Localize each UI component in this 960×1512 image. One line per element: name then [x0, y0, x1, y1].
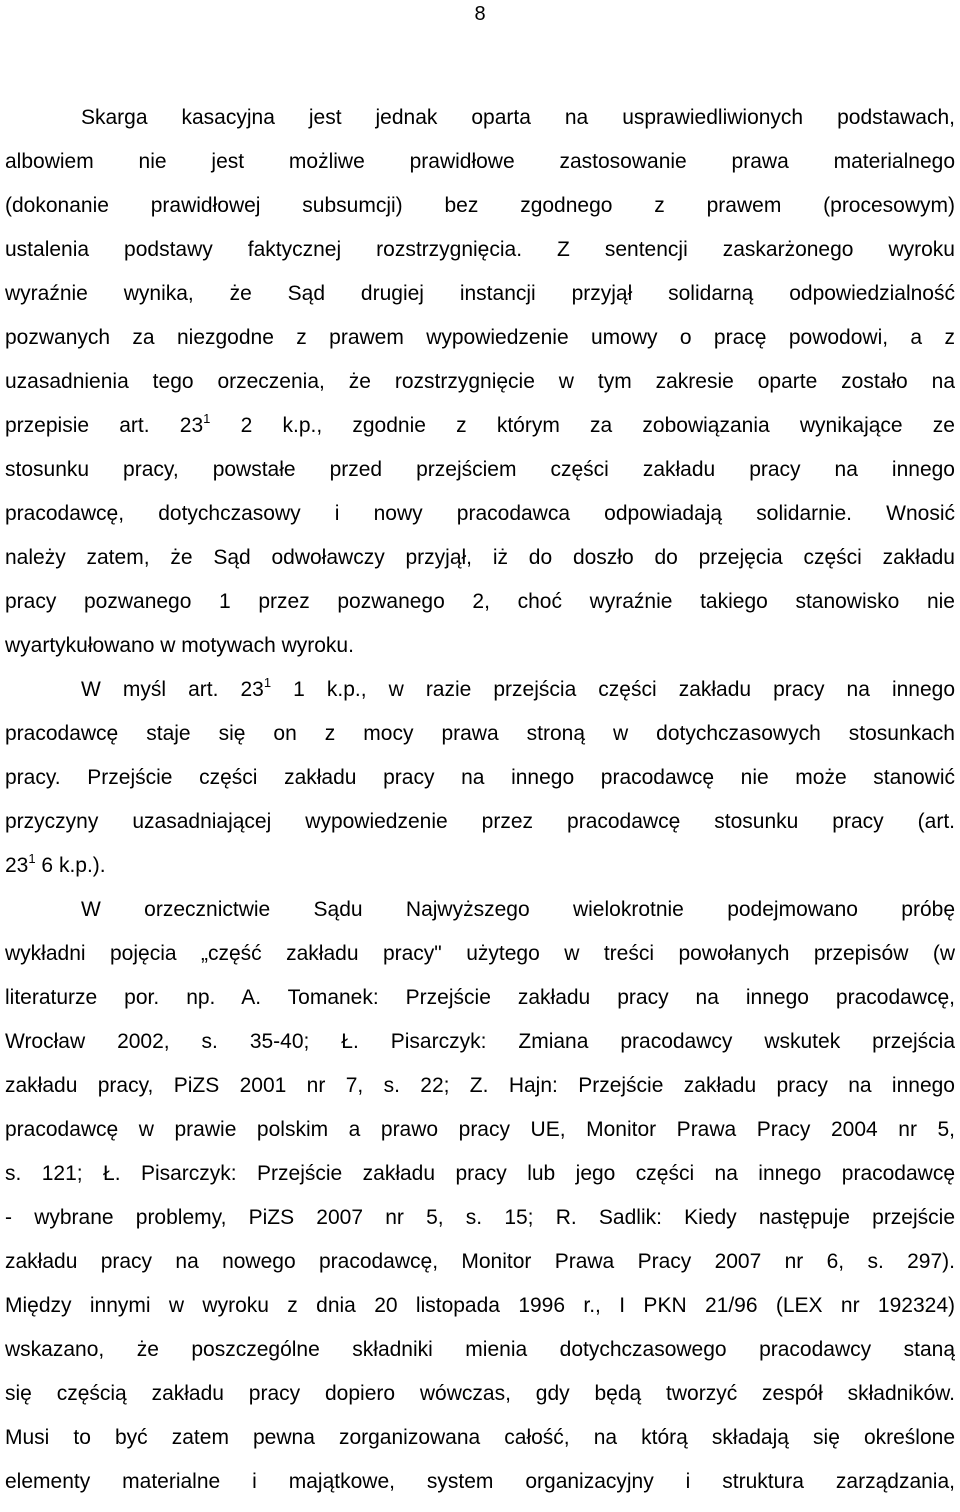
text-line: należy zatem, że Sąd odwoławczy przyjął, iż do doszło do przejęcia części zakładu: [5, 546, 955, 569]
text-line: pracy. Przejście części zakładu pracy na innego pracodawcę nie może stanowić: [5, 766, 955, 789]
text-line: Musi to być zatem pewna zorganizowana całość, na którą składają się określone: [5, 1426, 955, 1449]
text-line: wyraźnie wynika, że Sąd drugiej instancji przyjął solidarną odpowiedzialność: [5, 282, 955, 305]
text-line: uzasadnienia tego orzeczenia, że rozstrzygnięcie w tym zakresie oparte zostało na: [5, 370, 955, 393]
superscript: 1: [203, 411, 211, 426]
text-line: przyczyny uzasadniającej wypowiedzenie przez pracodawcę stosunku pracy (art.: [5, 810, 955, 833]
text-line: stosunku pracy, powstałe przed przejściem części zakładu pracy na innego: [5, 458, 955, 481]
page-number: 8: [474, 3, 486, 25]
text-line: pracodawcę, dotychczasowy i nowy pracodawca odpowiadają solidarnie. Wnosić: [5, 502, 955, 525]
text-line: s. 121; Ł. Pisarczyk: Przejście zakładu pracy lub jego części na innego pracodawcę: [5, 1162, 955, 1185]
superscript: 1: [28, 851, 36, 866]
text-line: Skarga kasacyjna jest jednak oparta na usprawiedliwionych podstawach,: [81, 106, 955, 129]
text-line: pracy pozwanego 1 przez pozwanego 2, choć wyraźnie takiego stanowisko nie: [5, 590, 955, 613]
text-line: Wrocław 2002, s. 35-40; Ł. Pisarczyk: Zmiana pracodawcy wskutek przejścia: [5, 1030, 955, 1053]
text-line: się częścią zakładu pracy dopiero wówczas, gdy będą tworzyć zespół składników.: [5, 1382, 955, 1405]
text-line: - wybrane problemy, PiZS 2007 nr 5, s. 15; R. Sadlik: Kiedy następuje przejście: [5, 1206, 955, 1229]
text-line: zakładu pracy, PiZS 2001 nr 7, s. 22; Z. Hajn: Przejście zakładu pracy na innego: [5, 1074, 955, 1097]
text-line: pracodawcę staje się on z mocy prawa stroną w dotychczasowych stosunkach: [5, 722, 955, 745]
text-segment: 23: [5, 854, 29, 877]
text-line: Między innymi w wyroku z dnia 20 listopada 1996 r., I PKN 21/96 (LEX nr 192324): [5, 1294, 955, 1317]
text-segment: W myśl art. 23: [81, 678, 264, 701]
text-line: zakładu pracy na nowego pracodawcę, Monitor Prawa Pracy 2007 nr 6, s. 297).: [5, 1250, 955, 1273]
text-line: (dokonanie prawidłowej subsumcji) bez zgodnego z prawem (procesowym): [5, 194, 955, 217]
text-line: [5, 668, 955, 712]
text-line: pracodawcę w prawie polskim a prawo pracy UE, Monitor Prawa Pracy 2004 nr 5,: [5, 1118, 955, 1141]
text-line: elementy materialne i majątkowe, system organizacyjny i struktura zarządzania,: [5, 1470, 955, 1493]
text-line: albowiem nie jest możliwe prawidłowe zastosowanie prawa materialnego: [5, 150, 955, 173]
text-segment: 1 k.p., w razie przejścia części zakładu pracy na innego: [271, 678, 955, 701]
text-line: wyartykułowano w motywach wyroku.: [5, 634, 354, 657]
text-line: ustalenia podstawy faktycznej rozstrzygnięcia. Z sentencji zaskarżonego wyroku: [5, 238, 955, 261]
text-segment: 6 k.p.).: [35, 854, 106, 877]
text-line: pozwanych za niezgodne z prawem wypowiedzenie umowy o pracę powodowi, a z: [5, 326, 955, 349]
superscript: 1: [263, 675, 272, 690]
text-line: W orzecznictwie Sądu Najwyższego wielokrotnie podejmowano próbę: [81, 898, 955, 921]
text-line: literaturze por. np. A. Tomanek: Przejście zakładu pracy na innego pracodawcę,: [5, 986, 955, 1009]
text-line: wskazano, że poszczególne składniki mienia dotychczasowego pracodawcy staną: [5, 1338, 955, 1361]
text-segment: 2 k.p., zgodnie z którym za zobowiązania wynikające ze: [210, 414, 955, 437]
text-line: [5, 844, 955, 888]
text-segment: przepisie art. 23: [5, 414, 204, 437]
document-body: [5, 96, 955, 1504]
text-line: [5, 404, 955, 448]
text-line: wykładni pojęcia „część zakładu pracy" użytego w treści powołanych przepisów (w: [5, 942, 955, 965]
